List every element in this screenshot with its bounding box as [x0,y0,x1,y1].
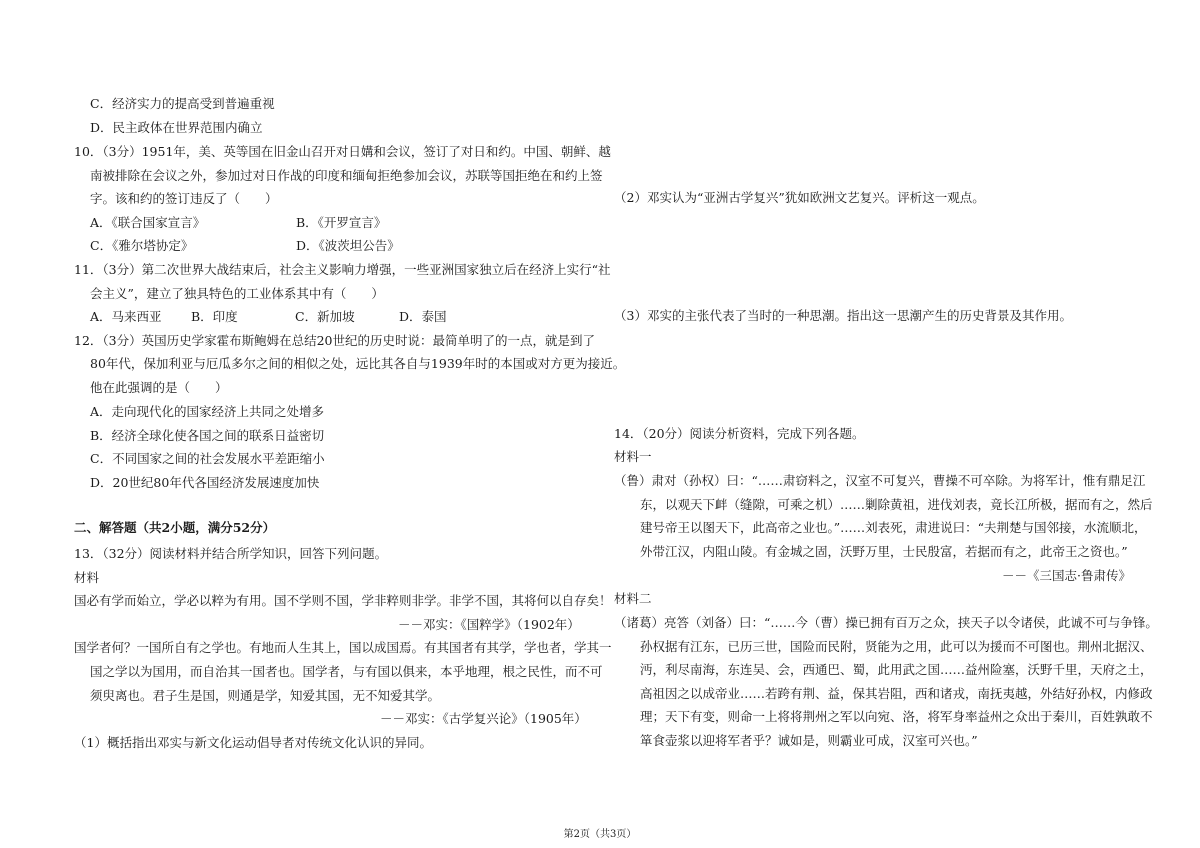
q13-material-para2-line1: 国学者何？一国所自有之学也。有地而人生其上，国以成国焉。有其国者有其学，学也者，学其一 [74,640,612,655]
q14-material1-label: 材料一 [614,449,652,464]
q12-option-a: A．走向现代化的国家经济上共同之处增多 [90,404,325,419]
q11-stem-line1: 11．（3分）第二次世界大战结束后，社会主义影响力增强，一些亚洲国家独立后在经济上实行“社 [74,262,611,277]
q12-stem-line2: 80年代，保加利亚与厄瓜多尔之间的相似之处，远比其各自与1939年时的本国或对方更为接近。 [90,356,626,371]
section-heading: 二、解答题（共2小题，满分52分） [74,520,276,535]
q11-stem-line2: 会主义”，建立了独具特色的工业体系其中有（ ） [90,286,384,301]
q14-material1-line4: 外带江汉，内阻山陵。有金城之固，沃野万里，士民殷富，若据而有之，此帝王之资也。” [640,544,1128,559]
q13-material-para2-line3: 须臾离也。君子生是国，则通是学，知爱其国，无不知爱其学。 [90,688,441,703]
q13-material-para2-line2: 国之学以为国用，而自治其一国者也。国学者，与有国以俱来，本乎地理，根之民性，而不可 [90,664,603,679]
q14-material1-source: －－《三国志·鲁肃传》 [1002,568,1131,583]
q12-stem-line1: 12．（3分）英国历史学家霍布斯鲍姆在总结20世纪的历史时说：最简单明了的一点，就是到了 [74,333,596,348]
page-footer: 第2页（共3页） [563,829,637,840]
q14-material2-line3: 沔，利尽南海，东连吴、会，西通巴、蜀，此用武之国……益州险塞，沃野千里，天府之土， [640,662,1153,677]
q10-option-c: C．《雅尔塔协定》 [90,238,194,253]
q14-material2-line2: 孙权据有江东，已历三世，国险而民附，贤能为之用，此可以为援而不可图也。荆州北据汉、 [640,639,1153,654]
q9-option-d: D．民主政体在世界范围内确立 [90,120,263,135]
q14-material1-line2: 东，以观天下衅（缝隙，可乘之机）……剿除黄祖，进伐刘表，竟长江所极，据而有之，然后 [640,497,1153,512]
q12-option-b: B．经济全球化使各国之间的联系日益密切 [90,428,325,443]
q11-option-a: A．马来西亚 [90,309,162,324]
q14-material1-line3: 建号帝王以图天下，此高帝之业也。”……刘表死，肃进说曰：“夫荆楚与国邻接，水流顺北， [640,520,1147,535]
q12-option-c: C．不同国家之间的社会发展水平差距缩小 [90,451,325,466]
q10-option-d: D．《波茨坦公告》 [296,238,400,253]
q14-material1-line1: （鲁）肃对（孙权）曰：“……肃窃料之，汉室不可复兴，曹操不可卒除。为将军计，惟有鼎足江 [614,473,1146,488]
q10-stem-line1: 10．（3分）1951年，美、英等国在旧金山召开对日媾和会议，签订了对日和约。中国、朝鲜、越 [74,144,611,159]
q11-option-b: B．印度 [191,309,238,324]
q12-stem-line3: 他在此强调的是（ ） [90,380,228,395]
q12-option-d: D．20世纪80年代各国经济发展速度加快 [90,475,320,490]
q14-material2-line5: 理；天下有变，则命一上将将荆州之军以向宛、洛，将军身率益州之众出于秦川，百姓孰敢不 [640,709,1153,724]
q10-option-b: B．《开罗宣言》 [296,215,387,230]
q11-option-c: C．新加坡 [295,309,355,324]
q11-option-d: D．泰国 [399,309,447,324]
q13-subquestion-1: （1）概括指出邓实与新文化运动倡导者对传统文化认识的异同。 [74,735,432,750]
q13-material-label: 材料 [74,570,100,585]
q13-material-source1: －－邓实：《国粹学》（1902年） [398,617,580,632]
q13-subquestion-2: （2）邓实认为“亚洲古学复兴”犹如欧洲文艺复兴。评析这一观点。 [614,190,985,205]
q13-subquestion-3: （3）邓实的主张代表了当时的一种思潮。指出这一思潮产生的历史背景及其作用。 [614,308,1072,323]
q13-stem: 13．（32分）阅读材料并结合所学知识，回答下列问题。 [74,546,388,561]
q14-material2-line6: 箪食壶浆以迎将军者乎？诚如是，则霸业可成，汉室可兴也。” [640,733,978,748]
q14-material2-line4: 高祖因之以成帝业……若跨有荆、益，保其岩阻，西和诸戎，南抚夷越，外结好孙权，内修政 [640,686,1153,701]
q14-material2-line1: （诸葛）亮答（刘备）曰：“……今（曹）操已拥有百万之众，挟天子以令诸侯，此诚不可与争锋。 [614,615,1158,630]
q13-material-para1: 国必有学而始立，学必以粹为有用。国不学则不国，学非粹则非学。非学不国，其将何以自存矣！ [74,593,612,608]
q10-option-a: A．《联合国家宣言》 [90,215,206,230]
q14-material2-label: 材料二 [614,591,652,606]
q9-option-c: C．经济实力的提高受到普遍重视 [90,96,275,111]
q14-stem: 14．（20分）阅读分析资料，完成下列各题。 [614,426,865,441]
q13-material-source2: －－邓实：《古学复兴论》（1905年） [380,711,587,726]
q10-stem-line3: 字。该和约的签订违反了（ ） [90,191,278,206]
q10-stem-line2: 南被排除在会议之外，参加过对日作战的印度和缅甸拒绝参加会议，苏联等国拒绝在和约上签 [90,168,603,183]
